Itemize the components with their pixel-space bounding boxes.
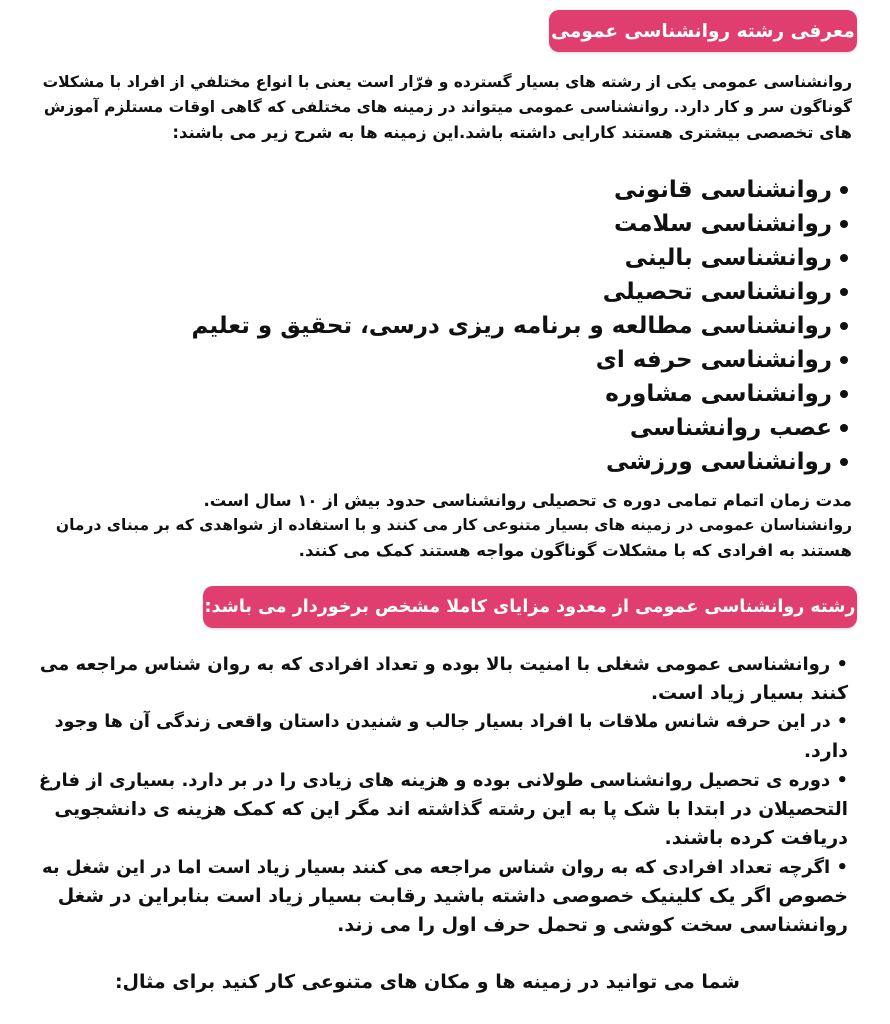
advantage-line: • اگرچه تعداد افرادی که به روان شناس مراجعه می کنند بسیار زیاد است اما در این شغل به	[41, 857, 848, 878]
bullet-icon	[840, 254, 848, 262]
intro-line: روانشناسی عمومی یکی از رشته های بسیار گسترده و فرّار است یعنی با انواع مختلفي از افراد با مشکلات	[42, 73, 852, 91]
list-item	[191, 377, 848, 411]
advantage-line: خصوص اگر یک کلینیک خصوصی داشته باشید رقابت بسیار زیاد است بنابراین در شغل	[57, 885, 848, 907]
field-label: روانشناسی قانونی	[613, 177, 832, 203]
intro-paragraph	[32, 70, 852, 145]
section-heading-intro: معرفی رشته روانشناسی عمومی	[549, 10, 857, 52]
bullet-icon	[840, 356, 848, 364]
duration-line: مدت زمان اتمام تمامی دوره ی تحصیلی روانشناسی حدود بیش از ۱۰ سال است.	[203, 491, 852, 510]
bullet-icon	[840, 458, 848, 466]
advantage-line: • روانشناسی عمومی شغلی با امنیت بالا بوده و تعداد افرادی که به روان شناس مراجعه می	[39, 654, 848, 675]
advantage-line: • در این حرفه شانس ملاقات با افراد بسیار جالب و شنیدن داستان واقعی زندگی آن ها وجود	[54, 712, 848, 732]
field-label: عصب روانشناسی	[629, 415, 832, 441]
duration-paragraph	[32, 488, 852, 563]
section-heading-advantages: رشته روانشناسی عمومی از معدود مزایای کاملا مشخص برخوردار می باشد:	[203, 586, 857, 628]
duration-line: هستند به افرادی که با مشکلات گوناگون مواجه هستند کمک می کنند.	[298, 541, 852, 560]
advantage-line: دارد.	[803, 740, 848, 762]
field-label: روانشناسی حرفه ای	[595, 347, 832, 373]
duration-line: روانشناسان عمومی در زمینه های بسیار متنوعی کار می کنند و با استفاده از شواهدی که بر مبنای درمان	[55, 516, 852, 534]
bullet-icon	[840, 424, 848, 432]
bullet-icon	[840, 186, 848, 194]
advantage-line: التحصیلان در ابتدا با شک پا به این رشته گذاشته اند مگر این که کمک هزینه ی دانشجویی	[54, 799, 848, 820]
bullet-icon	[840, 288, 848, 296]
field-label: روانشناسی تحصیلی	[602, 279, 832, 305]
advantage-line: • دوره ی تحصیل روانشناسی طولانی بوده و هزینه های زیادی را در بر دارد. بسیاری از فارغ	[38, 770, 848, 791]
field-label: روانشناسی مشاوره	[605, 381, 832, 407]
list-item	[191, 445, 848, 479]
fields-list	[191, 173, 848, 479]
closing-sentence: شما می توانید در زمینه ها و مکان های متنوعی کار کنید برای مثال:	[114, 971, 740, 993]
field-label: روانشناسی ورزشی	[605, 449, 832, 475]
advantage-line: کنند بسیار زیاد است.	[650, 682, 848, 704]
advantages-list	[36, 650, 848, 940]
intro-line: گوناگون سر و کار دارد. روانشناسی عمومی میتواند در زمینه های مختلفی که گاهی اوقات مستلزم آموزش	[43, 98, 852, 116]
bullet-icon	[840, 220, 848, 228]
list-item	[191, 173, 848, 207]
bullet-icon	[840, 322, 848, 330]
list-item	[191, 343, 848, 377]
list-item	[191, 411, 848, 445]
list-item	[191, 275, 848, 309]
field-label: روانشناسی سلامت	[613, 211, 832, 237]
list-item	[191, 241, 848, 275]
list-item	[191, 309, 848, 343]
field-label: روانشناسی مطالعه و برنامه ریزی درسی، تحقیق و تعلیم	[191, 313, 832, 339]
list-item	[191, 207, 848, 241]
field-label: روانشناسی بالینی	[624, 245, 832, 271]
intro-line: های تخصصی بیشتری هستند کارایی داشته باشد.این زمینه ها به شرح زیر می باشند:	[172, 123, 852, 142]
advantage-line: دریافت کرده باشند.	[664, 827, 848, 849]
advantage-line: روانشناسی سخت کوشی و تحمل حرف اول را می زند.	[337, 914, 848, 936]
bullet-icon	[840, 390, 848, 398]
